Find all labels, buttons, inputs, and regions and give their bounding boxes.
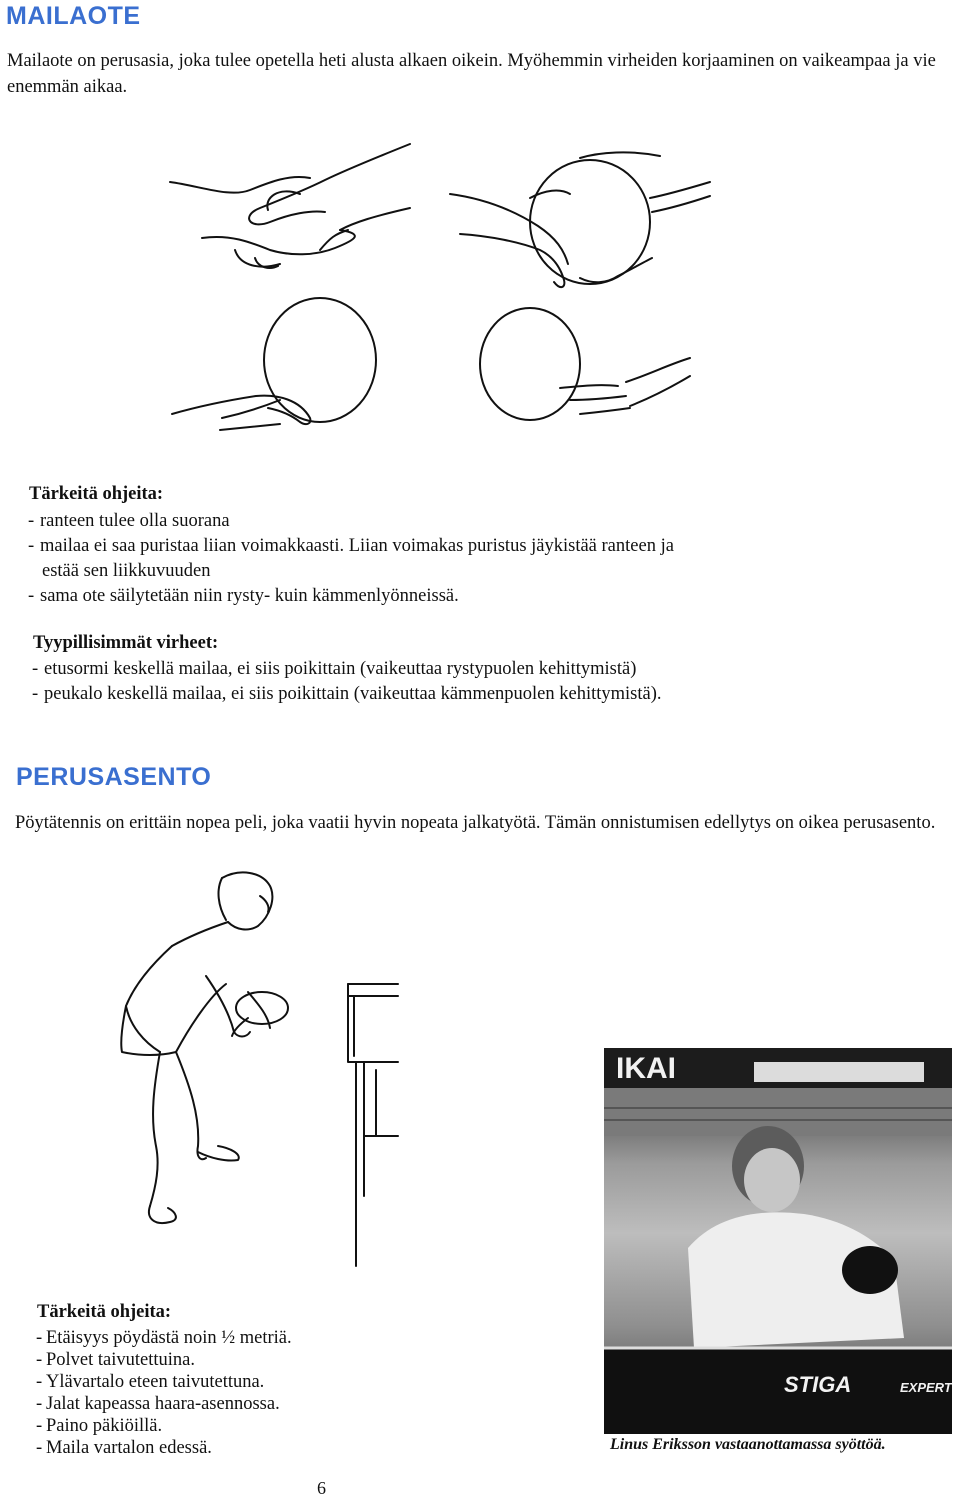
list-item: - peukalo keskellä mailaa, ei siis poikittain (vaikeuttaa kämmenpuolen kehittymistä). bbox=[32, 682, 932, 707]
section-title-perusasento: PERUSASENTO bbox=[16, 763, 212, 791]
list-item: - Ylävartalo eteen taivutettuna. bbox=[36, 1371, 436, 1393]
list-item: - sama ote säilytetään niin rysty- kuin kämmenlyönneissä. bbox=[28, 584, 928, 609]
racket-held-drawing bbox=[450, 152, 710, 287]
list-item: - Polvet taivutettuina. bbox=[36, 1349, 436, 1371]
grip-errors-list bbox=[32, 657, 932, 707]
photo-scene bbox=[604, 1048, 952, 1434]
racket-finger-drawing bbox=[172, 298, 376, 430]
mailaote-intro: Mailaote on perusasia, joka tulee opetella heti alusta alkaen oikein. Myöhemmin virheiden korjaaminen on vaikeampaa ja vie enemmän aikaa. bbox=[7, 51, 936, 97]
page-number: 6 bbox=[317, 1478, 326, 1498]
stance-tips-title: Tärkeitä ohjeita: bbox=[37, 1302, 172, 1322]
list-item: - mailaa ei saa puristaa liian voimakkaasti. Liian voimakas puristus jäykistää ranteen ja estää sen liikkuvuuden bbox=[28, 534, 928, 584]
list-item: - Etäisyys pöydästä noin ½ metriä. bbox=[36, 1327, 436, 1349]
list-item: - Jalat kapeassa haara-asennossa. bbox=[36, 1393, 436, 1415]
grip-illustrations bbox=[160, 138, 720, 438]
list-item: - Paino päkiöillä. bbox=[36, 1415, 436, 1437]
grip-tips-title: Tärkeitä ohjeita: bbox=[29, 484, 164, 504]
grip-tips-list bbox=[28, 509, 928, 609]
player-figure bbox=[121, 872, 288, 1223]
player-photo bbox=[604, 1048, 952, 1434]
perusasento-intro: Pöytätennis on erittäin nopea peli, joka vaatii hyvin nopeata jalkatyötä. Tämän onnistumisen edellytys on oikea perusasento. bbox=[15, 813, 936, 833]
photo-caption: Linus Eriksson vastaanottamassa syöttöä. bbox=[610, 1436, 886, 1453]
list-item: - ranteen tulee olla suorana bbox=[28, 509, 928, 534]
handshake-drawing bbox=[170, 144, 410, 268]
stance-tips-list bbox=[36, 1327, 436, 1459]
photo-table-model: EXPERT bbox=[900, 1380, 952, 1395]
stance-illustration bbox=[110, 866, 410, 1276]
table-edge bbox=[348, 984, 398, 1266]
photo-banner-text: IKAI bbox=[616, 1052, 676, 1085]
list-item: - etusormi keskellä mailaa, ei siis poikittain (vaikeuttaa rystypuolen kehittymistä) bbox=[32, 657, 932, 682]
section-title-mailaote: MAILAOTE bbox=[6, 2, 141, 30]
photo-table-brand: STIGA bbox=[784, 1372, 852, 1397]
racket-thumb-drawing bbox=[480, 308, 690, 420]
list-item: - Maila vartalon edessä. bbox=[36, 1437, 436, 1459]
grip-errors-title: Tyypillisimmät virheet: bbox=[33, 633, 219, 653]
